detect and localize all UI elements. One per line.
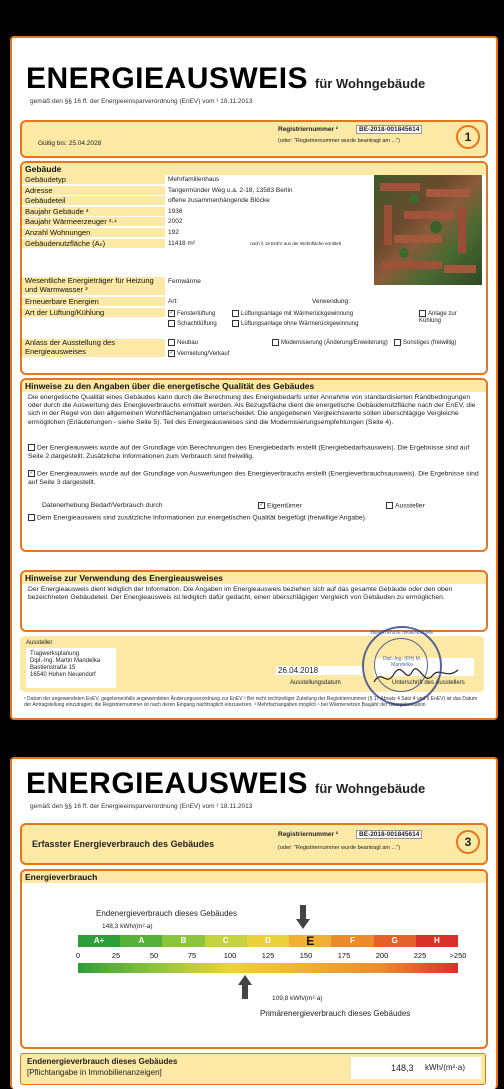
building-box — [20, 161, 488, 375]
reason-other: Sonstiges (freiwillig) — [394, 339, 456, 347]
ventilation-option-noheatrecovery: Lüftungsanlage ohne Wärmerückgewinnung — [232, 320, 358, 328]
checkbox-icon[interactable] — [28, 444, 35, 451]
scale-tick-label: 100 — [223, 951, 237, 960]
energy-scale-ticks — [75, 951, 467, 961]
issue-reason-label: Anlass der Ausstellung des Energieausweises — [22, 339, 165, 358]
issuer-header: Aussteller — [26, 640, 53, 646]
building-field-label: Baujahr Gebäude ³ — [22, 207, 165, 217]
usage-notes-box — [20, 570, 488, 632]
issuer-line: 16540 Hohen Neuendorf — [30, 672, 96, 678]
final-energy-arrow-icon — [296, 905, 310, 931]
checkbox-checked-icon[interactable]: ✓ — [169, 350, 174, 356]
building-field-value: 1936 — [168, 207, 183, 215]
signature-label: Unterschrift des Ausstellers — [392, 680, 465, 686]
scale-tick-label: 75 — [187, 951, 197, 960]
stamp-outer-text: BERATENDE INGENIEURE — [370, 630, 434, 636]
primary-energy-label: Primärenergieverbrauch dieses Gebäudes — [260, 1009, 411, 1018]
page-title: ENERGIEAUSWEIS — [26, 767, 309, 800]
scale-tick-label: 125 — [261, 951, 275, 960]
checkbox-icon[interactable] — [272, 339, 279, 346]
renewable-label: Erneuerbare Energien — [22, 297, 165, 307]
option-demand: Der Energieausweis wurde auf der Grundlage von Berechnungen des Energiebedarfs erstellt (Energiebedarfsausweis). Die Ergebnisse sind auf Seite 2 dargestellt. Zusätzliche Informationen zum Verbrauch sind freiwillig. — [28, 444, 470, 460]
notes-quality-text: Die energetische Qualität eines Gebäudes kann durch die Berechnung des Energiebedarfs unter Annahme von standardisierten Randbedingungen oder durch die Auswertung des Energieverbrauchs ermittelt werden. Als Bezugsfläche dient die energetische Gebäudenutzfläche nach der EnEV, die sich in der Regel von den allgemeinen Wohnflächenangaben unterscheidet. Die angegebenen Vergleichswerte sollen überschlägige Vergleiche ermöglichen (Erläuterungen - siehe Seite 5). Teil des Energieausweises sind die Modernisierungsempfehlungen (Seite 4). — [28, 394, 476, 426]
primary-energy-arrow-icon — [238, 975, 252, 1001]
usage-notes-header: Hinweise zur Verwendung des Energieausweises — [22, 572, 486, 584]
energy-class-a: A — [120, 935, 162, 947]
reason-rental-sale: ✓ Vermietung/Verkauf — [169, 350, 230, 358]
scale-tick-label: 225 — [413, 951, 427, 960]
scale-tick-label: 175 — [337, 951, 351, 960]
scale-tick-label: 50 — [149, 951, 159, 960]
scale-bottom-line — [78, 963, 458, 973]
registration-note: (oder: "Registriernummer wurde beantragt am ...") — [278, 845, 400, 851]
aerial-rooftops-icon — [374, 175, 482, 285]
reason-new-build: Neubau — [168, 339, 198, 347]
summary-unit: kWh/(m²·a) — [425, 1063, 465, 1072]
building-field-label: Gebäudenutzfläche (Aₙ) — [22, 239, 165, 249]
energy-class-f: F — [331, 935, 373, 947]
energy-class-b: B — [162, 935, 204, 947]
registration-note: (oder: "Registriernummer wurde beantragt am ...") — [278, 138, 400, 144]
energy-class-aplus: A+ — [78, 935, 120, 947]
building-field-value: 192 — [168, 229, 179, 236]
issuer-line: Bastienstraße 15 — [30, 665, 76, 671]
building-field-label: Gebäudeteil — [22, 196, 165, 206]
ventilation-option-heatrecovery: Lüftungsanlage mit Wärmerückgewinnung — [232, 310, 353, 318]
footnotes: ¹ Datum der angewendeten EnEV, gegebenenfalls angewendeten Änderungsverordnung zur EnEV ² Bei nicht rechtzeitiger Zuteilung der Registriernummer (§ 17 Absatz 4 Satz 4 und 5 EnEV) ist das Datum der Antragstellung einzutragen; die Registriernummer ist nach deren Eingang nachträglich einzusetzen. ³ Mehrfachangaben möglich ⁴ bei Wärmenetzen Baujahr der Übergabestation — [24, 696, 478, 708]
page-title: ENERGIEAUSWEIS — [26, 62, 309, 95]
ventilation-option-cooling: Anlage zur Kühlung — [419, 311, 457, 325]
energy-consumption-header: Energieverbrauch — [22, 871, 486, 883]
building-section-header: Gebäude — [22, 163, 486, 175]
registration-label: Registriernummer ² — [278, 831, 338, 838]
scale-tick-label: >250 — [449, 951, 467, 960]
primary-energy-value: 109,8 kWh/(m²·a) — [272, 995, 323, 1002]
energy-class-c: C — [205, 935, 247, 947]
issuer-line: Tragwerksplanung — [30, 651, 80, 657]
final-energy-label: Endenergieverbrauch dieses Gebäudes — [96, 909, 237, 918]
issuer-line: Dipl.-Ing. Martin Mandelka — [30, 658, 101, 664]
summary-value: 148,3 — [391, 1063, 414, 1073]
building-field-value: offene zusammenhängende Blöcke — [168, 197, 270, 205]
final-energy-summary — [20, 1053, 486, 1085]
page-number-badge: 1 — [456, 125, 480, 149]
certificate-page-3 — [10, 757, 498, 1089]
recorded-consumption-title: Erfasster Energieverbrauch des Gebäudes — [32, 839, 215, 849]
issuer-card — [26, 648, 116, 688]
building-field-value: Tangermünder Weg u.a. 2-18, 13583 Berlin — [168, 186, 293, 194]
energy-scale-bar — [78, 935, 458, 947]
page-subtitle: gemäß den §§ 16 ff. der Energieeinsparverordnung (EnEV) vom ¹ 18.11.2013 — [30, 803, 253, 810]
checkbox-icon[interactable] — [28, 514, 35, 521]
checkbox-icon[interactable] — [386, 502, 393, 509]
registration-number: BE-2018-001845614 — [356, 125, 422, 134]
option-consumption: ✓ Der Energieausweis wurde auf der Grundlage von Auswertungen des Energieverbrauchs erstellt (Energieverbrauchsausweis). Die Ergebnisse sind auf Seite 3 dargestellt. — [28, 470, 479, 486]
renewable-art: Art: — [168, 298, 179, 305]
notes-quality-header: Hinweise zu den Angaben über die energetische Qualität des Gebäudes — [22, 380, 486, 392]
renewable-usage: Verwendung: — [312, 298, 350, 305]
data-collection-issuer: Aussteller — [386, 502, 425, 511]
checkbox-icon[interactable] — [168, 339, 175, 346]
floor-area-note: nach § 19 EnEV aus der Wohnfläche ermittelt — [250, 240, 341, 246]
usage-notes-text: Der Energieausweis dient lediglich der Information. Die Angaben im Energieausweis beziehen sich auf das gesamte Gebäude oder den oben bezeichneten Gebäudeteil. Der Energieausweis ist lediglich dafür gedacht, einen überschlägigen Vergleich von Gebäuden zu ermöglichen. — [28, 586, 453, 602]
ventilation-label: Art der Lüftung/Kühlung — [22, 308, 165, 318]
building-field-value: Mehrfamilienhaus — [168, 176, 220, 183]
summary-label: Endenergieverbrauch dieses Gebäudes — [27, 1057, 178, 1066]
energy-consumption-box — [20, 869, 488, 1049]
energy-class-g: G — [374, 935, 416, 947]
checkbox-checked-icon[interactable]: ✓ — [259, 502, 264, 508]
checkbox-checked-icon[interactable]: ✓ — [169, 310, 174, 316]
certificate-page-1 — [10, 36, 498, 720]
official-stamp — [362, 626, 442, 706]
page-subtitle: gemäß den §§ 16 ff. der Energieeinsparverordnung (EnEV) vom ¹ 18.11.2013 — [30, 98, 253, 105]
building-field-label: Baujahr Wärmeerzeuger ³·⁴ — [22, 217, 165, 227]
energy-class-d: D — [247, 935, 289, 947]
ventilation-option-window: ✓ Fensterlüftung — [169, 310, 216, 318]
registration-number: BE-2018-001845614 — [356, 830, 422, 839]
data-collection-label: Datenerhebung Bedarf/Verbrauch durch — [42, 502, 163, 509]
scale-tick-label: 200 — [375, 951, 389, 960]
data-collection-owner: ✓ Eigentümer — [259, 502, 302, 510]
summary-sublabel: [Pflichtangabe in Immobilienanzeigen] — [27, 1068, 162, 1077]
header-box — [20, 823, 488, 865]
checkbox-icon[interactable] — [232, 310, 239, 317]
checkbox-icon[interactable] — [419, 310, 426, 317]
header-box — [20, 120, 488, 158]
energy-class-h: H — [416, 935, 458, 947]
energy-carrier-value: Fernwärme — [168, 278, 201, 285]
checkbox-icon[interactable] — [168, 320, 175, 327]
valid-until: Gültig bis: 25.04.2028 — [38, 140, 102, 147]
checkbox-icon[interactable] — [394, 339, 401, 346]
notes-quality-box — [20, 378, 488, 552]
issue-date-label: Ausstellungsdatum — [290, 680, 341, 686]
building-field-label: Anzahl Wohnungen — [22, 228, 165, 238]
scale-tick-label: 0 — [75, 951, 81, 960]
building-field-label: Adresse — [22, 186, 165, 196]
reason-modernisation: Modernisierung (Änderung/Erweiterung) — [272, 339, 392, 347]
page-title-suffix: für Wohngebäude — [315, 76, 426, 91]
building-field-label: Gebäudetyp — [22, 175, 165, 185]
checkbox-icon[interactable] — [232, 320, 239, 327]
building-field-value: 2002 — [168, 218, 183, 226]
building-field-value: 11418 m² — [168, 239, 195, 247]
final-energy-value: 148,3 kWh/(m²·a) — [102, 923, 153, 930]
building-aerial-photo — [374, 175, 482, 285]
scale-tick-label: 25 — [111, 951, 121, 960]
issue-date: 26.04.2018 — [276, 666, 364, 675]
stamp-inner-text: Dipl.-Ing. (FH) M. Mandelka — [382, 656, 422, 668]
scale-tick-label: 150 — [299, 951, 313, 960]
energy-carrier-label: Wesentliche Energieträger für Heizung und Warmwasser ³ — [22, 277, 165, 296]
ventilation-option-shaft: Schachtlüftung — [168, 320, 217, 328]
page-number-badge: 3 — [456, 830, 480, 854]
energy-class-e: E — [289, 935, 331, 947]
checkbox-checked-icon[interactable]: ✓ — [29, 470, 34, 476]
registration-label: Registriernummer ² — [278, 126, 338, 133]
page-title-suffix: für Wohngebäude — [315, 781, 426, 796]
additional-info: Dem Energieausweis sind zusätzliche Informationen zur energetischen Qualität beigefügt (freiwillige Angabe). — [28, 514, 480, 523]
